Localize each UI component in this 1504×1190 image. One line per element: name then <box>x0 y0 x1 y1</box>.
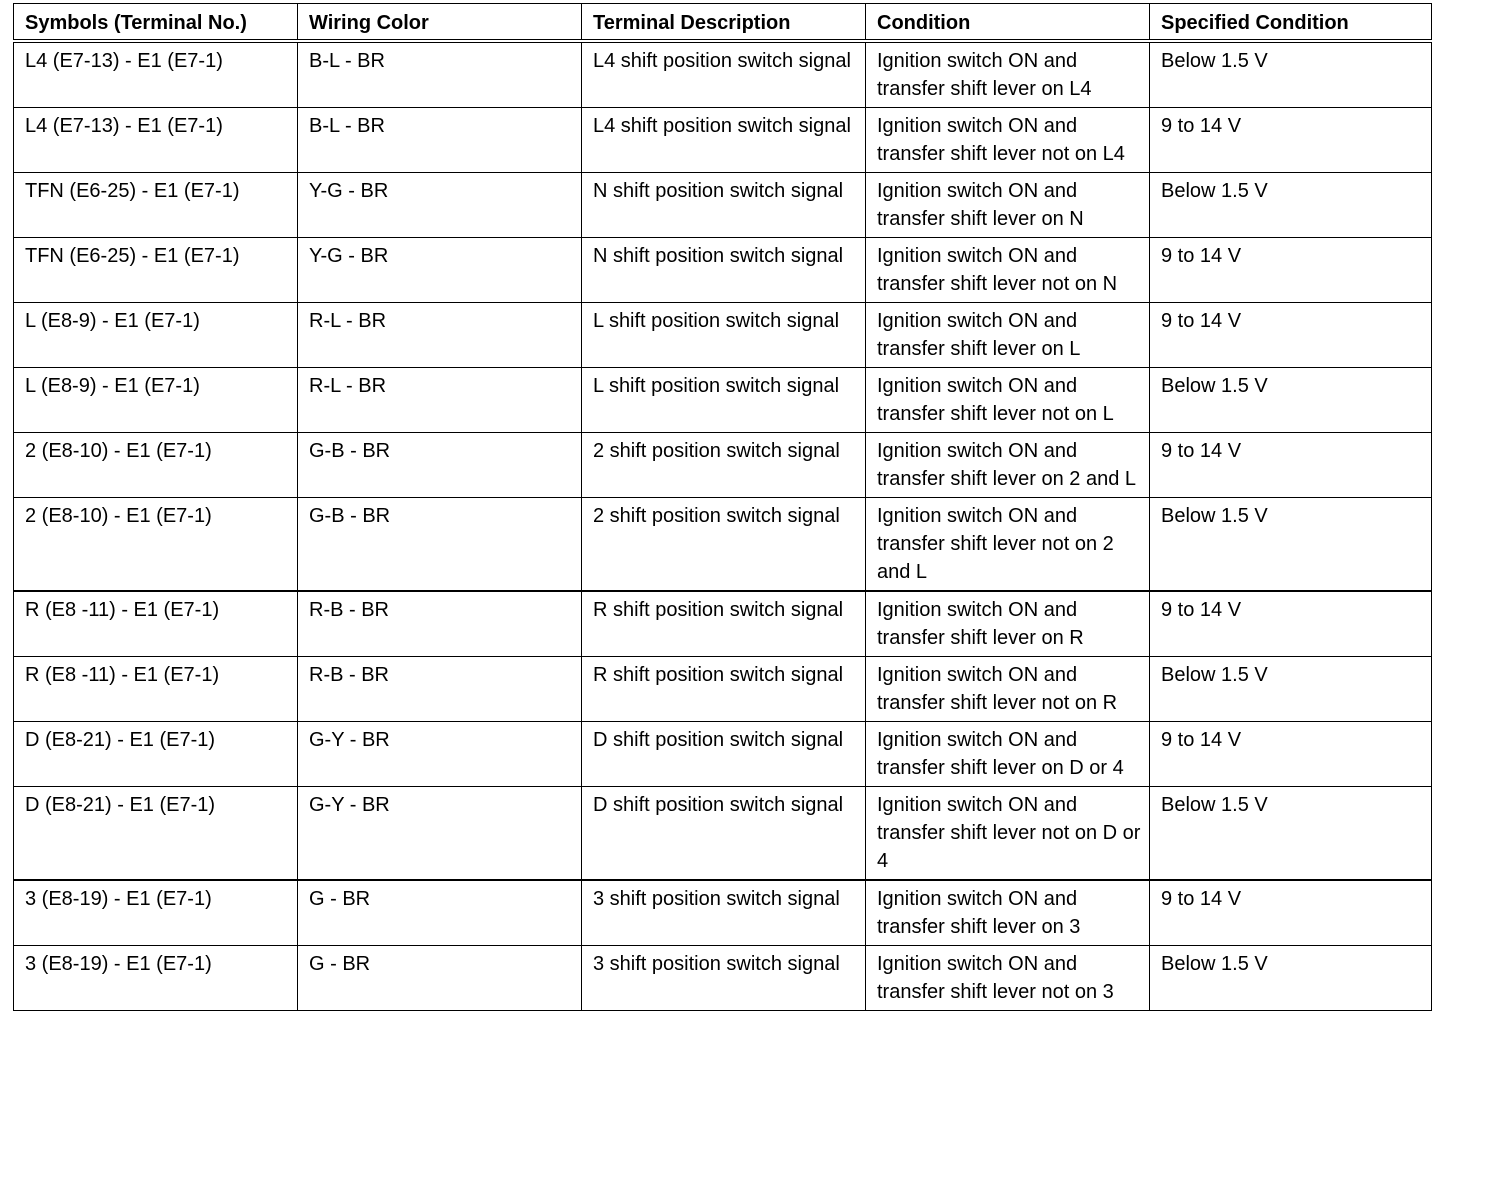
cell-condition: Ignition switch ON and transfer shift lever not on L4 <box>866 108 1150 173</box>
cell-terminal-description: D shift position switch signal <box>582 787 866 881</box>
cell-symbols: L4 (E7-13) - E1 (E7-1) <box>14 41 298 108</box>
cell-condition: Ignition switch ON and transfer shift lever not on R <box>866 657 1150 722</box>
table-row <box>14 433 1432 498</box>
table-row <box>14 108 1432 173</box>
cell-symbols: TFN (E6-25) - E1 (E7-1) <box>14 238 298 303</box>
cell-wiring-color: R-L - BR <box>298 303 582 368</box>
cell-symbols: 2 (E8-10) - E1 (E7-1) <box>14 433 298 498</box>
cell-specified-condition: Below 1.5 V <box>1150 173 1432 238</box>
cell-specified-condition: Below 1.5 V <box>1150 368 1432 433</box>
cell-symbols: L4 (E7-13) - E1 (E7-1) <box>14 108 298 173</box>
header-terminal-description: Terminal Description <box>582 4 866 42</box>
cell-terminal-description: 3 shift position switch signal <box>582 946 866 1011</box>
cell-condition: Ignition switch ON and transfer shift lever on D or 4 <box>866 722 1150 787</box>
terminal-spec-table <box>13 3 1432 1011</box>
table-row <box>14 498 1432 592</box>
header-specified-condition: Specified Condition <box>1150 4 1432 42</box>
cell-condition: Ignition switch ON and transfer shift lever not on L <box>866 368 1150 433</box>
cell-specified-condition: 9 to 14 V <box>1150 238 1432 303</box>
cell-specified-condition: 9 to 14 V <box>1150 591 1432 657</box>
cell-condition: Ignition switch ON and transfer shift lever on L <box>866 303 1150 368</box>
cell-condition: Ignition switch ON and transfer shift lever not on D or 4 <box>866 787 1150 881</box>
cell-condition: Ignition switch ON and transfer shift lever on 2 and L <box>866 433 1150 498</box>
header-wiring-color: Wiring Color <box>298 4 582 42</box>
table-row <box>14 41 1432 108</box>
cell-wiring-color: B-L - BR <box>298 41 582 108</box>
cell-wiring-color: R-B - BR <box>298 591 582 657</box>
table-row <box>14 946 1432 1011</box>
header-condition: Condition <box>866 4 1150 42</box>
cell-terminal-description: L shift position switch signal <box>582 368 866 433</box>
cell-condition: Ignition switch ON and transfer shift lever not on N <box>866 238 1150 303</box>
cell-symbols: L (E8-9) - E1 (E7-1) <box>14 303 298 368</box>
cell-condition: Ignition switch ON and transfer shift lever on L4 <box>866 41 1150 108</box>
cell-terminal-description: 2 shift position switch signal <box>582 433 866 498</box>
cell-terminal-description: L shift position switch signal <box>582 303 866 368</box>
cell-terminal-description: D shift position switch signal <box>582 722 866 787</box>
cell-condition: Ignition switch ON and transfer shift lever on R <box>866 591 1150 657</box>
cell-condition: Ignition switch ON and transfer shift lever not on 2 and L <box>866 498 1150 592</box>
cell-symbols: 2 (E8-10) - E1 (E7-1) <box>14 498 298 592</box>
table-row <box>14 238 1432 303</box>
cell-specified-condition: 9 to 14 V <box>1150 880 1432 946</box>
cell-symbols: R (E8 -11) - E1 (E7-1) <box>14 657 298 722</box>
table-row <box>14 657 1432 722</box>
table-row <box>14 880 1432 946</box>
cell-wiring-color: G - BR <box>298 946 582 1011</box>
cell-condition: Ignition switch ON and transfer shift lever on N <box>866 173 1150 238</box>
cell-wiring-color: Y-G - BR <box>298 173 582 238</box>
cell-wiring-color: Y-G - BR <box>298 238 582 303</box>
cell-wiring-color: G - BR <box>298 880 582 946</box>
cell-specified-condition: Below 1.5 V <box>1150 657 1432 722</box>
header-symbols: Symbols (Terminal No.) <box>14 4 298 42</box>
cell-specified-condition: 9 to 14 V <box>1150 108 1432 173</box>
cell-specified-condition: Below 1.5 V <box>1150 498 1432 592</box>
cell-wiring-color: G-B - BR <box>298 433 582 498</box>
cell-terminal-description: R shift position switch signal <box>582 591 866 657</box>
table-row <box>14 591 1432 657</box>
header-row <box>14 4 1432 42</box>
table-row <box>14 368 1432 433</box>
cell-terminal-description: 2 shift position switch signal <box>582 498 866 592</box>
cell-symbols: 3 (E8-19) - E1 (E7-1) <box>14 880 298 946</box>
cell-wiring-color: G-Y - BR <box>298 722 582 787</box>
cell-symbols: D (E8-21) - E1 (E7-1) <box>14 787 298 881</box>
cell-condition: Ignition switch ON and transfer shift lever not on 3 <box>866 946 1150 1011</box>
cell-terminal-description: R shift position switch signal <box>582 657 866 722</box>
cell-wiring-color: B-L - BR <box>298 108 582 173</box>
cell-specified-condition: 9 to 14 V <box>1150 433 1432 498</box>
cell-symbols: L (E8-9) - E1 (E7-1) <box>14 368 298 433</box>
cell-specified-condition: 9 to 14 V <box>1150 303 1432 368</box>
table-row <box>14 303 1432 368</box>
cell-wiring-color: R-B - BR <box>298 657 582 722</box>
cell-terminal-description: L4 shift position switch signal <box>582 108 866 173</box>
cell-condition: Ignition switch ON and transfer shift lever on 3 <box>866 880 1150 946</box>
table-row <box>14 787 1432 881</box>
cell-symbols: R (E8 -11) - E1 (E7-1) <box>14 591 298 657</box>
cell-wiring-color: R-L - BR <box>298 368 582 433</box>
cell-symbols: TFN (E6-25) - E1 (E7-1) <box>14 173 298 238</box>
cell-terminal-description: N shift position switch signal <box>582 238 866 303</box>
cell-symbols: 3 (E8-19) - E1 (E7-1) <box>14 946 298 1011</box>
cell-terminal-description: L4 shift position switch signal <box>582 41 866 108</box>
cell-symbols: D (E8-21) - E1 (E7-1) <box>14 722 298 787</box>
cell-terminal-description: 3 shift position switch signal <box>582 880 866 946</box>
cell-specified-condition: Below 1.5 V <box>1150 787 1432 881</box>
cell-wiring-color: G-Y - BR <box>298 787 582 881</box>
cell-specified-condition: Below 1.5 V <box>1150 946 1432 1011</box>
cell-specified-condition: 9 to 14 V <box>1150 722 1432 787</box>
cell-terminal-description: N shift position switch signal <box>582 173 866 238</box>
cell-wiring-color: G-B - BR <box>298 498 582 592</box>
table-row <box>14 722 1432 787</box>
table-row <box>14 173 1432 238</box>
cell-specified-condition: Below 1.5 V <box>1150 41 1432 108</box>
